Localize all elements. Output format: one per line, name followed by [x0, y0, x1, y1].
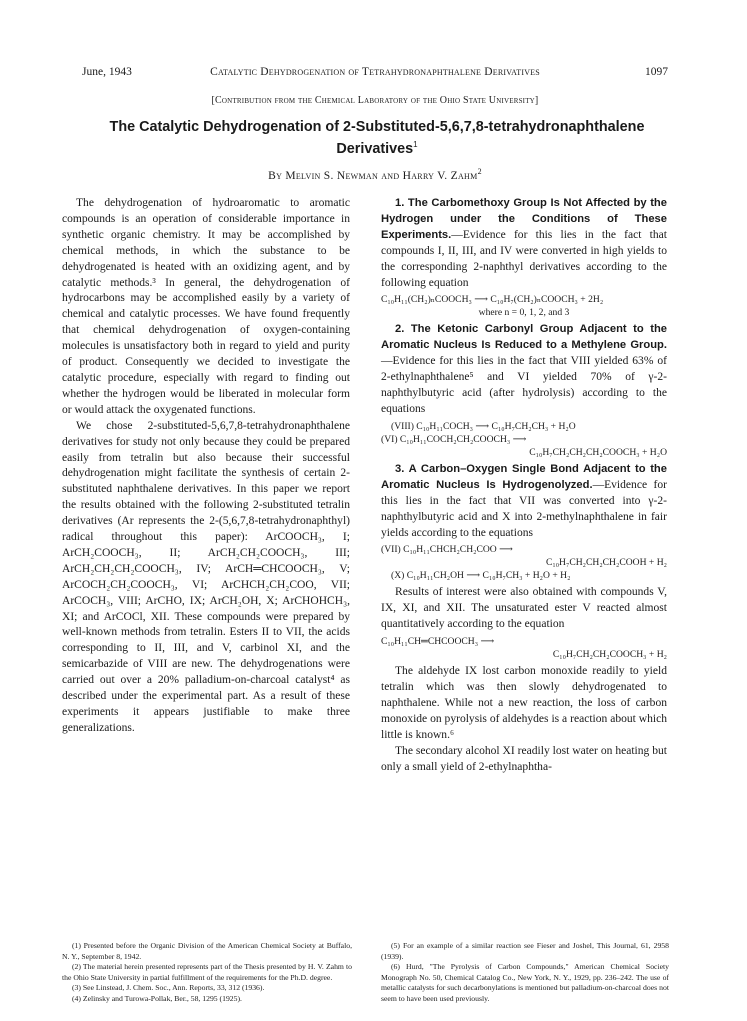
equation-3-line-3: (X) C₁₀H₁₁CH₂OH ⟶ C₁₀H₇CH₃ + H₂O + H₂ — [391, 570, 571, 582]
issue-date: June, 1943 — [82, 66, 132, 78]
generalization-2-text: —Evidence for this lies in the fact that VIII yielded 63% of 2-ethylnaphthalene⁵ and VI yielded 70% of γ-2-naphthylbutyric acid (after hydrolysis) according to the equations — [381, 355, 667, 415]
alcohol-paragraph: The secondary alcohol XI readily lost water on heating but only a small yield of 2-ethylnaphtha- — [381, 744, 667, 773]
results-paragraph: Results of interest were also obtained with compounds V, IX, XI, and XII. The unsaturated ester V reacted almost quantitatively according to the equation — [381, 586, 667, 631]
byline — [82, 167, 668, 182]
compounds-paragraph: We chose 2-substituted-5,6,7,8-tetrahydronaphthalene derivatives for study not only because they could be prepared easily from tetralin but also because their successful dehydrogenation might facilitate the synthesis of certain 2-substituted naphthalene derivatives. In this paper we report the results obtained with the following 2-substituted tetralin derivatives (Ar represents the 2-(5,6,7,8-tetrahydronaphthyl) radical throughout this paper): ArCOOCH₃, I; ArCH₂COOCH₃, II; ArCH₂CH₂COOCH₃, III; ArCH₂CH₂CH₂COOCH₃, IV; ArCH═CHCOOCH₃, V; ArCOCH₂CH₂COOCH₃, VI; ArCHCH₂CH₂COO, VII; ArCOCH₃, VIII; ArCHO, IX; ArCH₂OH, X; ArCHOHCH₃, XI; and ArCOCl, XII. These compounds were prepared by well-known methods from tetralin. Esters II to VII, the acids corresponding to II, III, and V, carbinol XI, and the semicarbazide of VIII are new. The dehydrogenations were carried out over a 20% palladium-on-charcoal catalyst⁴ as described under the experimental part. As a result of these experiments it appears justifiable to make three generalizations. — [62, 419, 350, 734]
generalization-1 — [381, 196, 667, 291]
footnotes-right — [381, 941, 669, 1005]
generalization-2 — [381, 322, 667, 417]
equation-2-line-3: C₁₀H₇CH₂CH₂CH₂COOCH₃ + H₂O — [529, 446, 667, 458]
aldehyde-paragraph: The aldehyde IX lost carbon monoxide readily to yield tetralin which was then slowly dehydrogenated to naphthalene. While not a new reaction, the loss of carbon monoxide on pyrolysis of aldehydes is a reaction about which little is known.⁶ — [381, 665, 667, 741]
equation-3-line-2: C₁₀H₇CH₂CH₂CH₂COOH + H₂ — [545, 557, 667, 569]
footnotes-left — [62, 941, 352, 1005]
equation-2-line-2: (VI) C₁₀H₁₁COCH₂CH₂COOCH₃ ⟶ — [381, 433, 527, 445]
left-column — [62, 196, 350, 737]
footnote-3: (3) See Linstead, J. Chem. Soc., Ann. Reports, 33, 312 (1936). — [72, 983, 265, 993]
authors: By Melvin S. Newman and Harry V. Zahm — [268, 169, 478, 182]
running-head — [82, 66, 668, 82]
generalization-3-heading: 3. A Carbon–Oxygen Single Bond Adjacent to the Aromatic Nucleus Is Hydrogenolyzed. — [381, 462, 667, 491]
generalization-3 — [381, 462, 667, 542]
generalization-3-text: —Evidence for this lies in the fact that VII was converted into γ-2-naphthylbutyric acid and X into 2-methylnaphthalene in fair yields according to the equations — [381, 478, 667, 539]
equation-2 — [381, 420, 667, 459]
equation-1 — [381, 293, 667, 319]
generalization-1-text: —Evidence for this lies in the fact that compounds I, II, III, and IV were converted in high yields to the corresponding 2-naphthyl derivatives according to the following equation — [381, 228, 667, 289]
equation-2-line-1: (VIII) C₁₀H₁₁COCH₃ ⟶ C₁₀H₇CH₂CH₃ + H₂O — [391, 420, 576, 432]
generalization-2-heading: 2. The Ketonic Carbonyl Group Adjacent to the Aromatic Nucleus Is Reduced to a Methylene Group. — [381, 323, 667, 352]
title-footnote-mark: 1 — [413, 140, 418, 149]
footnote-5: (5) For an example of a similar reaction see Fieser and Joshel, This Journal, 61, 2958 (1939). — [381, 941, 669, 961]
footnote-2: (2) The material herein presented represents part of the Thesis presented by H. V. Zahm to the Ohio State University in partial fulfillment of the requirements for the Ph.D. degree. — [62, 962, 352, 982]
equation-3 — [381, 543, 667, 582]
footnote-4: (4) Zelinsky and Turowa-Pollak, Ber., 58, 1295 (1925). — [72, 993, 242, 1003]
footnote-1: (1) Presented before the Organic Division of the American Chemical Society at Buffalo, N. Y., September 8, 1942. — [62, 941, 352, 961]
equation-1-condition: where n = 0, 1, 2, and 3 — [478, 307, 570, 319]
running-title: Catalytic Dehydrogenation of Tetrahydronaphthalene Derivatives — [210, 66, 540, 78]
equation-4-line-2: C₁₀H₇CH₂CH₂COOCH₃ + H₂ — [552, 649, 667, 661]
intro-paragraph: The dehydrogenation of hydroaromatic to aromatic compounds is an operation of considerable importance in synthetic organic chemistry. It may be accomplished by chemical methods, in which the substance to be dehydrogenated is heated with an oxidizing agent, and by catalytic methods.³ In general, the dehydrogenation of hydrocarbons may be accomplished easily by a variety of chemical and catalytic processes. We have found frequently that chemical dehydrogenation of oxygen-containing molecules is unsatisfactory both in regard to yield and purity of product. Consequently we decided to investigate the catalytic procedure, especially with regard to finding out whether the hydrogen would be liberated in molecular form or would attack the oxygenated functions. — [62, 197, 350, 416]
equation-3-line-1: (VII) C₁₀H₁₁CHCH₂CH₂COO ⟶ — [381, 544, 513, 556]
page-number: 1097 — [645, 66, 668, 78]
footnote-6: (6) Hurd, "The Pyrolysis of Carbon Compounds," American Chemical Society Monograph No. 50, Chemical Catalog Co., New York, N. Y., 1929, pp. 236–242. The use of metallic catalysts for such decarbonylations is mentioned but palladium-on-charcoal does not seem to have been used previously. — [381, 962, 669, 1003]
article-title — [82, 118, 672, 158]
equation-4-line-1: C₁₀H₁₁CH═CHCOOCH₃ ⟶ — [381, 636, 495, 648]
equation-1-line: C₁₀H₁₁(CH₂)ₙCOOCH₃ ⟶ C₁₀H₇(CH₂)ₙCOOCH₃ + 2H₂ — [381, 294, 604, 306]
generalization-1-heading: 1. The Carbomethoxy Group Is Not Affected by the Hydrogen under the Conditions of These Experiments. — [381, 197, 667, 241]
article-title-text: The Catalytic Dehydrogenation of 2-Substituted-5,6,7,8-tetrahydronaphthalene Derivatives — [109, 119, 645, 157]
right-column — [381, 196, 667, 775]
contribution-line: [Contribution from the Chemical Laboratory of the Ohio State University] — [211, 95, 539, 106]
byline-footnote-mark: 2 — [477, 167, 482, 176]
equation-4 — [381, 635, 667, 661]
